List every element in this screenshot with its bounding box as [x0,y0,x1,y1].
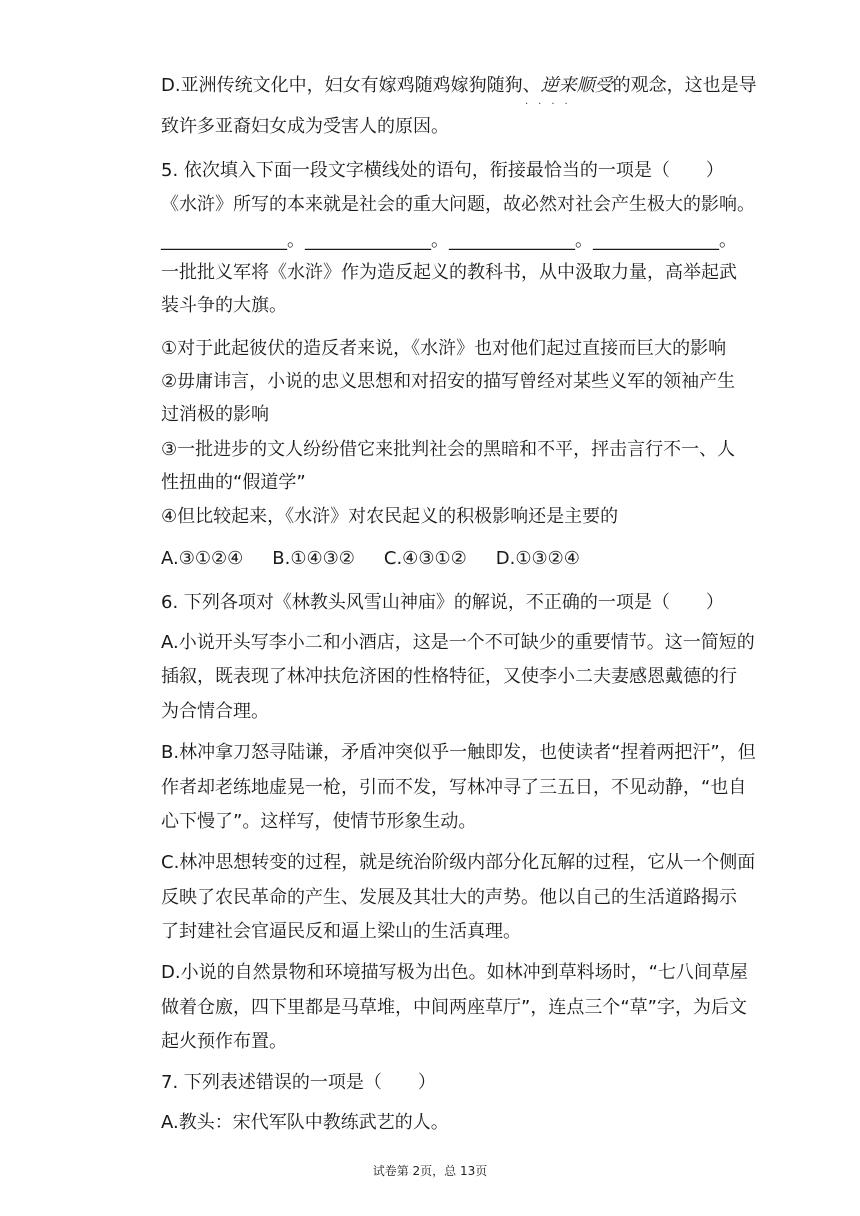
q6-option-b-line1: B.林冲拿刀怒寻陆谦，矛盾冲突似乎一触即发，也使读者“捏着两把汗”，但 [161,742,756,763]
q5-sentence-1: ①对于此起彼伏的造反者来说，《水浒》也对他们起过直接而巨大的影响 [161,338,727,359]
q6-option-b-line3: 心下慢了”。这样写，使情节形象生动。 [161,811,477,832]
q6-option-d-line3: 起火预作布置。 [161,1031,287,1052]
q5-sentence-2b: 过消极的影响 [161,404,269,425]
q4d-text-post: 的观念，这也是导 [612,75,757,96]
q5-stem: 5. 依次填入下面一段文字横线处的语句，衔接最恰当的一项是（ ） [161,160,724,181]
q5-sentence-3a: ③一批进步的文人纷纷借它来批判社会的黑暗和不平，抨击言行不一、人 [161,439,736,460]
q6-option-a-line2: 插叙，既表现了林冲扶危济困的性格特征，又使李小二夫妻感恩戴德的行 [161,666,737,687]
q5-blank-lines: ______________。______________。______________。______________。 [161,230,737,251]
q6-option-c-line2: 反映了农民革命的产生、发展及其壮大的声势。他以自己的生活道路揭示 [161,887,737,908]
q5-option-d: D.①③②④ [495,548,580,569]
q5-sentence-2a: ②毋庸讳言，小说的忠义思想和对招安的描写曾经对某些义军的领袖产生 [161,371,736,392]
page-footer: 试卷第 2页，总 13页 [372,1164,488,1178]
q6-option-a-line3: 为合情合理。 [161,701,269,722]
q4-option-d-line2: 致许多亚裔妇女成为受害人的原因。 [161,116,449,137]
q6-option-d-line2: 做着仓廒，四下里都是马草堆，中间两座草厅”，连点三个“草”字，为后文 [161,997,747,1018]
q5-paragraph-line3: 一批批义军将《水浒》作为造反起义的教科书，从中汲取力量，高举起武 [161,262,737,283]
q7-option-a: A.教头：宋代军队中教练武艺的人。 [161,1112,449,1133]
q5-option-a: A.③①②④ [161,548,244,569]
q4d-emphasis-text: 逆来顺受 [540,75,613,96]
q6-option-a-line1: A.小说开头写李小二和小酒店，这是一个不可缺少的重要情节。这一简短的 [161,632,755,653]
q5-options [161,547,580,571]
q4d-text-pre: D.亚洲传统文化中，妇女有嫁鸡随鸡嫁狗随狗、 [161,75,541,96]
q7-stem: 7. 下列表述错误的一项是（ ） [161,1072,436,1093]
q6-option-c-line1: C.林冲思想转变的过程，就是统治阶级内部分化瓦解的过程，它从一个侧面 [161,852,756,873]
emphasis-dots: ···· [525,99,578,110]
q6-option-c-line3: 了封建社会官逼民反和逼上梁山的生活真理。 [161,921,521,942]
q5-option-c: C.④③①② [383,548,467,569]
q6-option-b-line2: 作者却老练地虚晃一枪，引而不发，写林冲寻了三五日，不见动静，“也自 [161,777,747,798]
q6-option-d-line1: D.小说的自然景物和环境描写极为出色。如林冲到草料场时，“七八间草屋 [161,962,748,983]
q5-sentence-3b: 性扭曲的“假道学” [161,472,306,493]
q4-option-d-line1 [161,74,757,98]
q5-sentence-4: ④但比较起来，《水浒》对农民起义的积极影响还是主要的 [161,506,619,527]
q5-paragraph-line1: 《水浒》所写的本来就是社会的重大问题，故必然对社会产生极大的影响。 [161,194,755,215]
q5-paragraph-line4: 装斗争的大旗。 [161,295,287,316]
q6-stem: 6. 下列各项对《林教头风雪山神庙》的解说，不正确的一项是（ ） [161,592,724,613]
q5-option-b: B.①④③② [272,548,355,569]
